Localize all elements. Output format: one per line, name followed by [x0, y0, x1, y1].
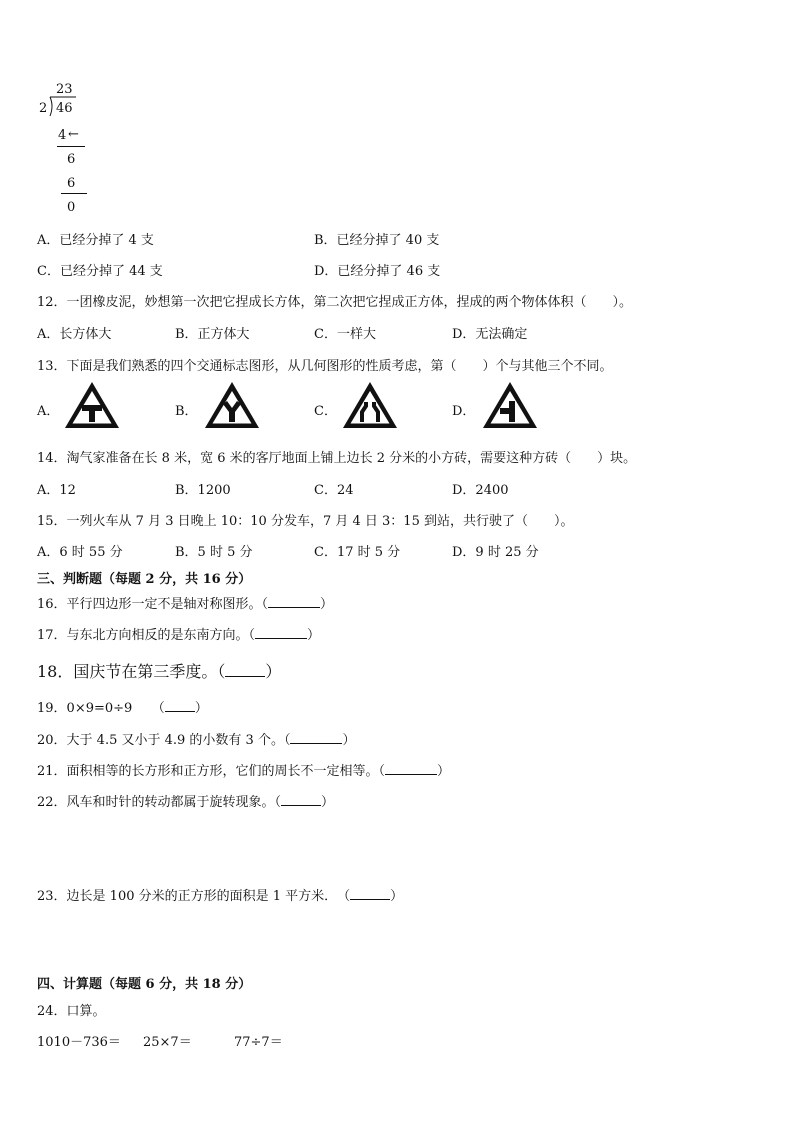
- q12-option-d: D．无法确定: [452, 327, 528, 342]
- answer-blank[interactable]: [255, 626, 307, 639]
- q15-option-d: D．9 时 25 分: [452, 545, 539, 560]
- answer-blank[interactable]: [165, 699, 195, 712]
- section-3-title: 三、判断题（每题 2 分，共 16 分）: [37, 572, 252, 587]
- division-step2: 6: [67, 152, 76, 167]
- judge-item-22: 22．风车和时针的转动都属于旋转现象。（ ）: [37, 795, 335, 810]
- q15-option-c: C．17 时 5 分: [314, 545, 401, 560]
- q24-item-3: 77÷7＝: [234, 1035, 283, 1050]
- q11-option-a: A．已经分掉了 4 支: [37, 233, 154, 248]
- q12-option-b: B．正方体大: [175, 327, 250, 342]
- q12-option-c: C．一样大: [314, 327, 376, 342]
- judge-item-20: 20．大于 4.5 又小于 4.9 的小数有 3 个。（ ）: [37, 733, 356, 748]
- q14-question: 14．淘气家准备在长 8 米，宽 6 米的客厅地面上铺上边长 2 分米的小方砖，需要这种方砖（ ）块。: [37, 451, 637, 466]
- answer-blank[interactable]: [385, 762, 437, 775]
- judge-item-16: 16．平行四边形一定不是轴对称图形。（ ）: [37, 597, 334, 612]
- division-remainder: 0: [67, 200, 76, 215]
- judge-item-23: 23．边长是 100 分米的正方形的面积是 1 平方米． （ ）: [37, 889, 404, 904]
- q24-item-2: 25×7＝: [143, 1035, 192, 1050]
- side-road-sign-icon: [481, 380, 539, 430]
- division-dividend: 46: [56, 101, 73, 116]
- q13-question: 13．下面是我们熟悉的四个交通标志图形，从几何图形的性质考虑，第（ ）个与其他三个不同。: [37, 359, 613, 374]
- division-step1: 4: [58, 128, 67, 143]
- q11-option-c: C．已经分掉了 44 支: [37, 264, 163, 279]
- q24-question: 24．口算。: [37, 1004, 106, 1019]
- division-divisor: 2: [39, 101, 48, 116]
- judge-item-18: 18．国庆节在第三季度。（ ）: [37, 662, 282, 681]
- q13-option-b: B．: [175, 404, 198, 419]
- q14-option-c: C．24: [314, 483, 354, 498]
- judge-item-19: 19．0×9=0÷9 （ ）: [37, 701, 208, 716]
- q13-option-a: A．: [37, 404, 60, 419]
- q15-option-a: A．6 时 55 分: [37, 545, 123, 560]
- road-narrows-sign-icon: [341, 380, 399, 430]
- answer-blank[interactable]: [225, 664, 265, 677]
- answer-blank[interactable]: [350, 887, 390, 900]
- answer-blank[interactable]: [281, 793, 321, 806]
- judge-item-21: 21．面积相等的长方形和正方形，它们的周长不一定相等。（ ）: [37, 764, 451, 779]
- division-rule-2: [61, 193, 87, 194]
- judge-item-17: 17．与东北方向相反的是东南方向。（ ）: [37, 628, 321, 643]
- arrow-left-icon: ←: [68, 127, 79, 142]
- y-junction-sign-icon: [203, 380, 261, 430]
- section-4-title: 四、计算题（每题 6 分，共 18 分）: [37, 977, 252, 992]
- q24-item-1: 1010－736＝: [37, 1035, 121, 1050]
- t-junction-sign-icon: [63, 380, 121, 430]
- q12-option-a: A．长方体大: [37, 327, 112, 342]
- q13-option-d: D．: [452, 404, 476, 419]
- answer-blank[interactable]: [290, 731, 342, 744]
- q15-option-b: B．5 时 5 分: [175, 545, 253, 560]
- q12-question: 12．一团橡皮泥，妙想第一次把它捏成长方体，第二次把它捏成正方体，捏成的两个物体体积（ ）。: [37, 295, 633, 310]
- division-step3: 6: [67, 176, 76, 191]
- q13-option-c: C．: [314, 404, 337, 419]
- q14-option-d: D．2400: [452, 483, 509, 498]
- q14-option-a: A．12: [37, 483, 76, 498]
- q11-option-d: D．已经分掉了 46 支: [314, 264, 441, 279]
- q11-option-b: B．已经分掉了 40 支: [314, 233, 440, 248]
- q14-option-b: B．1200: [175, 483, 231, 498]
- division-quotient: 23: [56, 82, 73, 97]
- q15-question: 15．一列火车从 7 月 3 日晚上 10：10 分发车，7 月 4 日 3：15 到站，共行驶了（ ）。: [37, 514, 574, 529]
- answer-blank[interactable]: [268, 595, 320, 608]
- division-rule-1: [57, 146, 85, 147]
